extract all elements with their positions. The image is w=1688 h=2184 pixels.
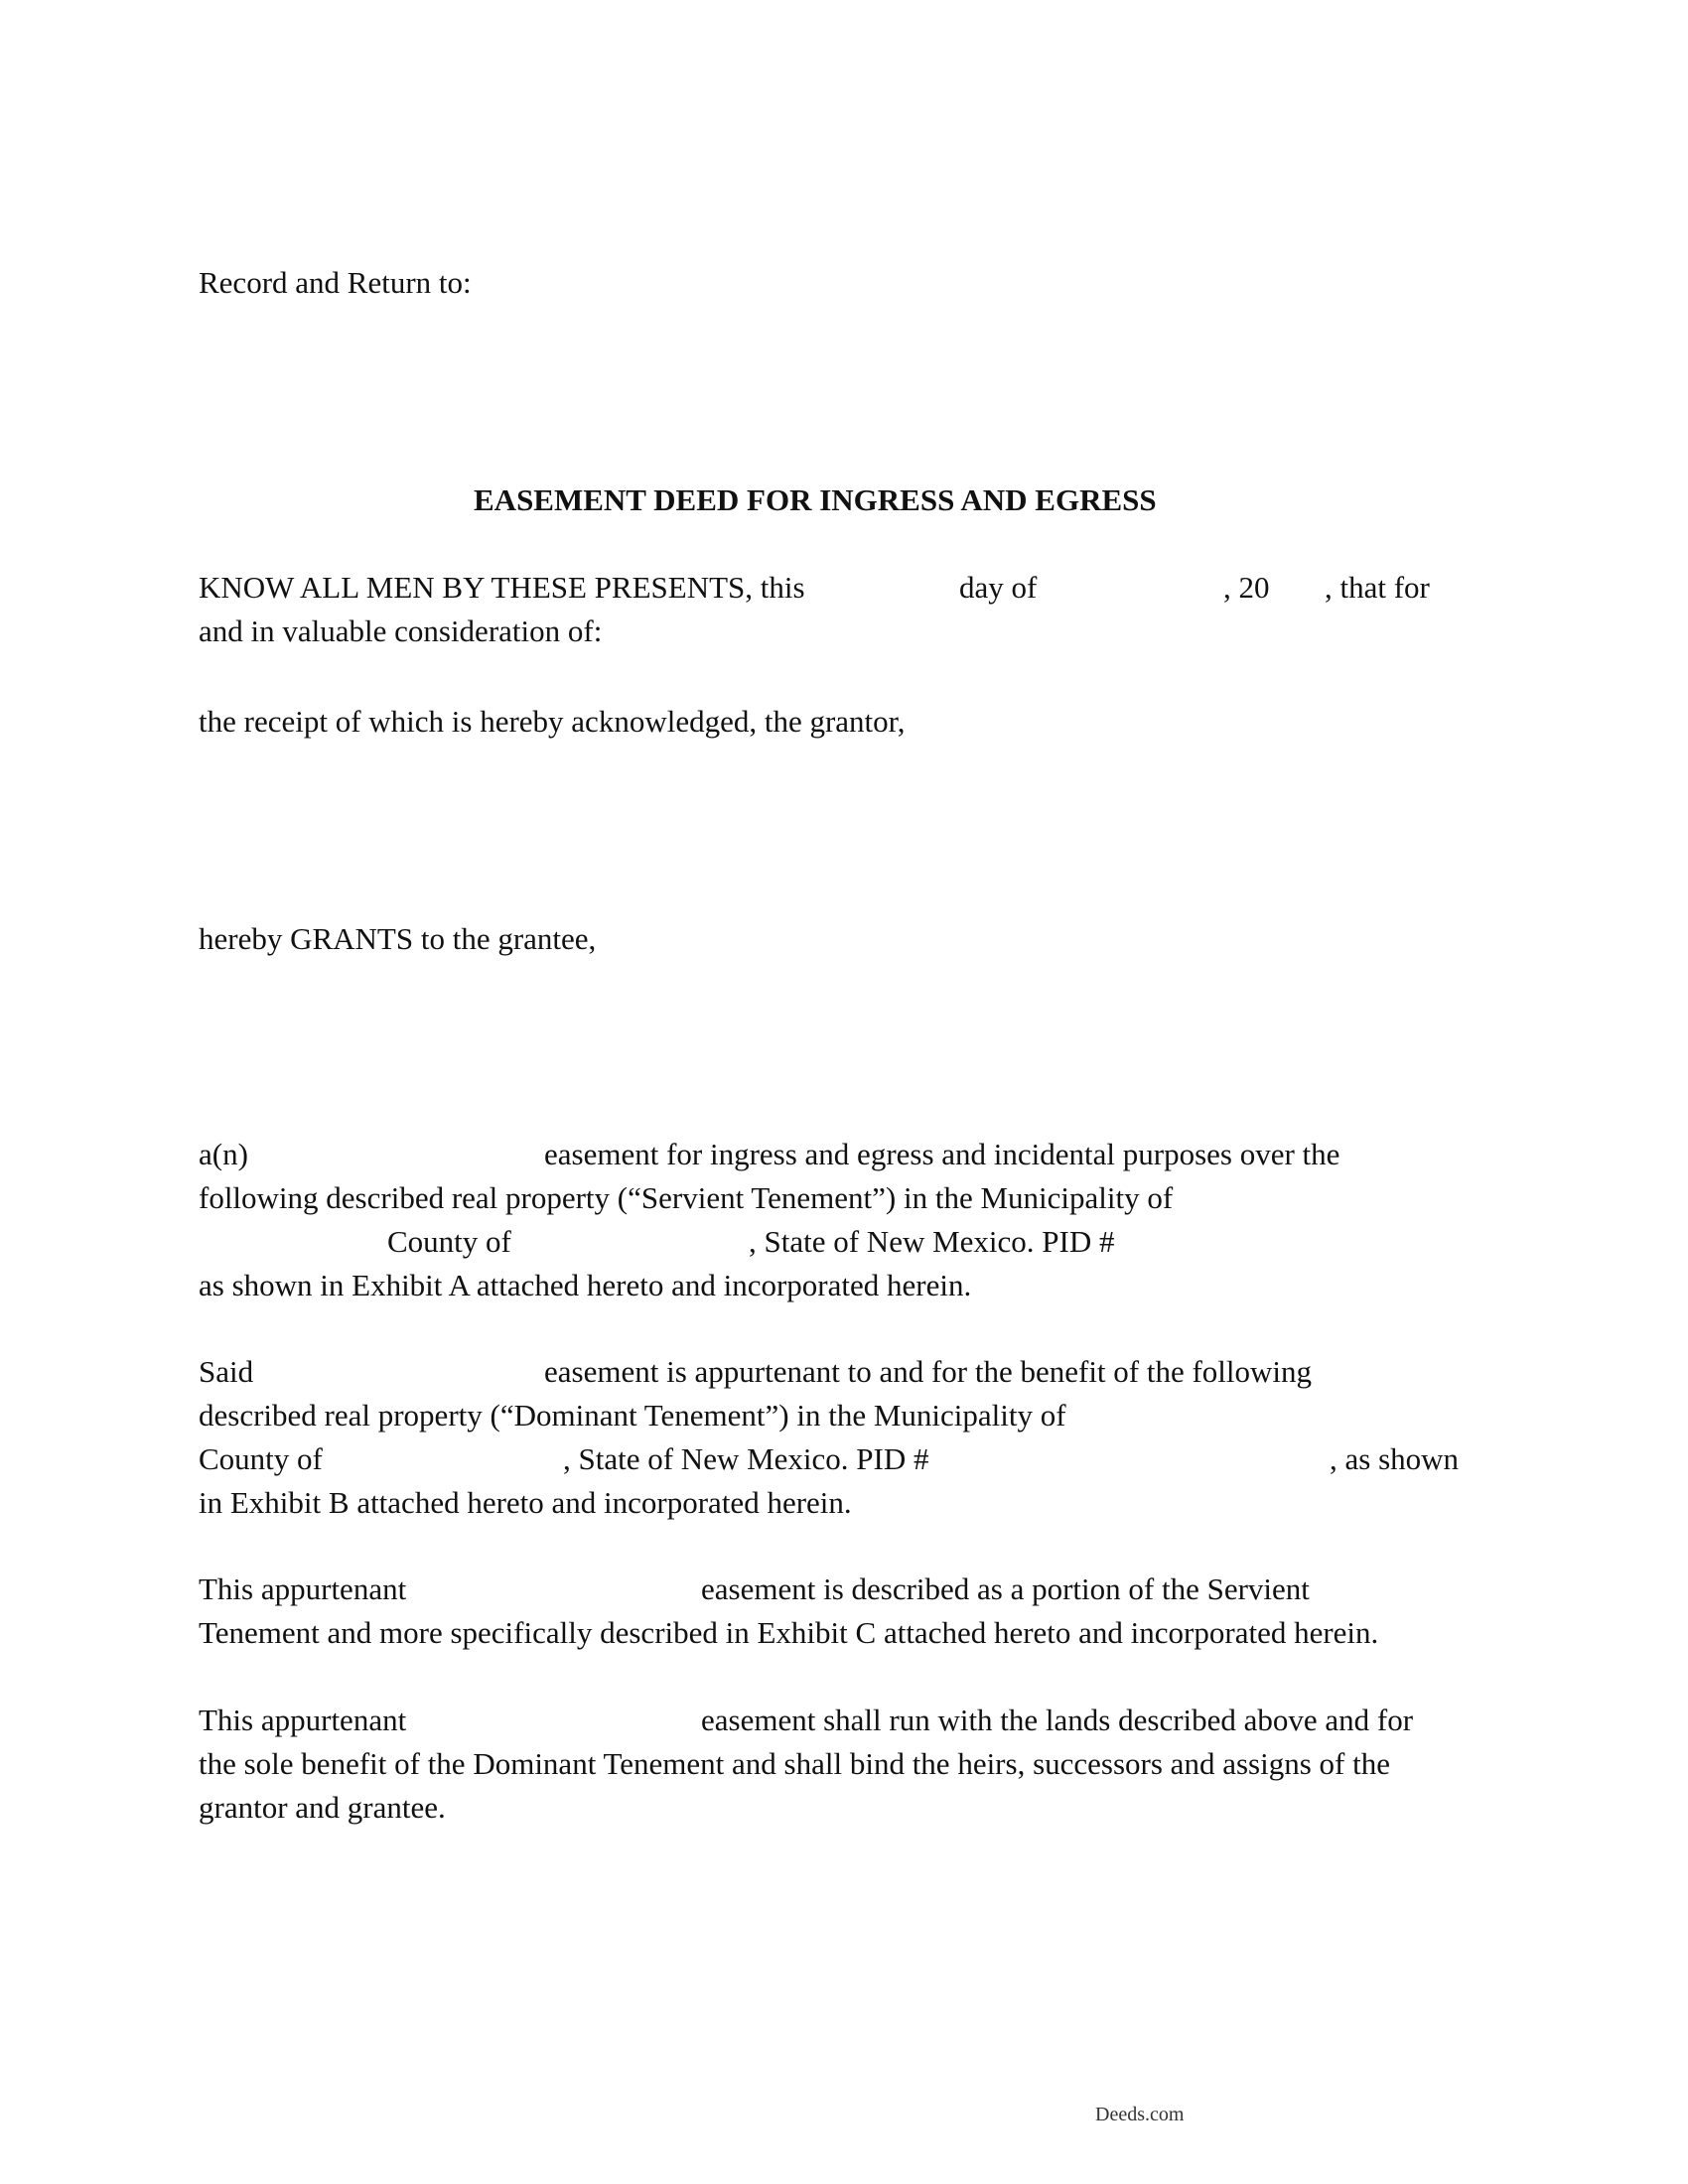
dominant-county-of: County of (199, 1441, 323, 1476)
dominant-line1: easement is appurtenant to and for the benefit of the following (544, 1354, 1313, 1389)
servient-state-pid: , State of New Mexico. PID # (749, 1224, 1115, 1259)
intro-know-all: KNOW ALL MEN BY THESE PRESENTS, this (199, 570, 805, 605)
runs-line1: easement shall run with the lands described above and for (701, 1703, 1414, 1737)
record-return-heading: Record and Return to: (199, 265, 472, 300)
grants-line: hereby GRANTS to the grantee, (199, 921, 597, 956)
document-title: EASEMENT DEED FOR INGRESS AND EGRESS (474, 482, 1157, 517)
receipt-line: the receipt of which is hereby acknowledged, the grantor, (199, 704, 906, 739)
described-this-appurtenant: This appurtenant (199, 1571, 407, 1606)
servient-line4: as shown in Exhibit A attached hereto and incorporated herein. (199, 1268, 972, 1302)
described-line2: Tenement and more specifically described in Exhibit C attached hereto and incorporated herein. (199, 1615, 1379, 1650)
described-line1: easement is described as a portion of the Servient (701, 1571, 1310, 1606)
runs-line3: grantor and grantee. (199, 1790, 446, 1825)
dominant-as-shown: , as shown (1330, 1441, 1460, 1476)
intro-that-for: , that for (1325, 570, 1430, 605)
footer-watermark: Deeds.com (1095, 2104, 1185, 2125)
dominant-line4: in Exhibit B attached hereto and incorporated herein. (199, 1485, 852, 1520)
dominant-line2: described real property (“Dominant Tenement”) in the Municipality of (199, 1398, 1066, 1433)
dominant-state-pid: , State of New Mexico. PID # (563, 1441, 929, 1476)
servient-county-of: County of (387, 1224, 511, 1259)
servient-a-n: a(n) (199, 1137, 248, 1171)
servient-line1: easement for ingress and egress and incidental purposes over the (544, 1137, 1340, 1171)
runs-this-appurtenant: This appurtenant (199, 1703, 407, 1737)
intro-consideration: and in valuable consideration of: (199, 614, 603, 648)
intro-year: , 20 (1223, 570, 1270, 605)
servient-line2: following described real property (“Servient Tenement”) in the Municipality of (199, 1180, 1174, 1215)
runs-line2: the sole benefit of the Dominant Tenement and shall bind the heirs, successors and assigns of the (199, 1746, 1390, 1781)
dominant-said: Said (199, 1354, 254, 1389)
intro-day-of: day of (959, 570, 1038, 605)
